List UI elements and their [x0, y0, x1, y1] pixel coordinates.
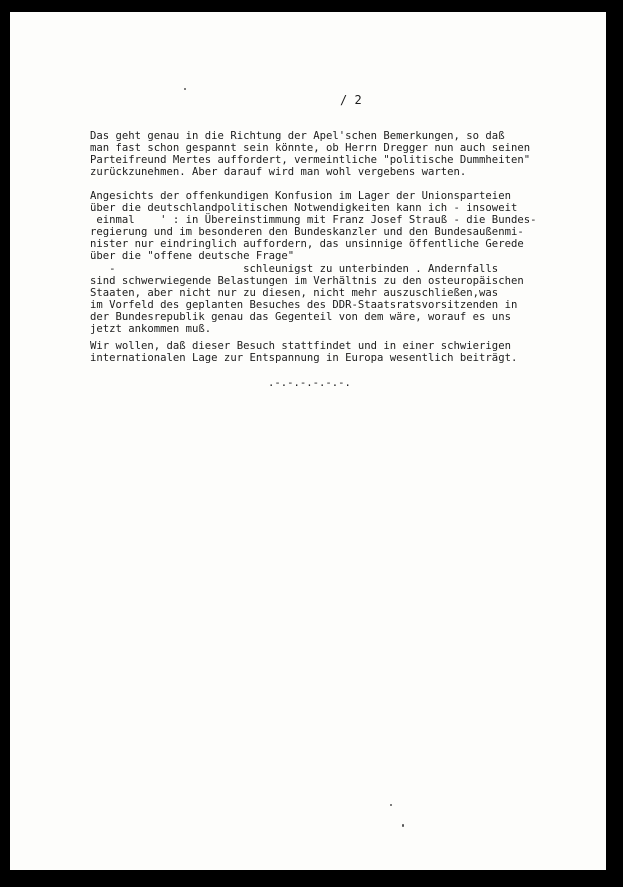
paragraph-1	[90, 130, 530, 178]
text-line: jetzt ankommen muß.	[90, 323, 212, 336]
text-line: einmal ' : in Übereinstimmung mit Franz Josef Strauß - die Bundes-	[90, 214, 537, 227]
scan-speck	[390, 804, 392, 806]
text-line: über die "offene deutsche Frage"	[90, 250, 295, 263]
paragraph-3	[90, 340, 517, 364]
text-line: Staaten, aber nicht nur zu diesen, nicht mehr auszuschließen,was	[90, 286, 499, 299]
text-line: man fast schon gespannt sein könnte, ob Herrn Dregger nun auch seinen	[90, 142, 531, 155]
text-line: zurückzunehmen. Aber darauf wird man wohl vergebens warten.	[90, 166, 467, 179]
text-line: Das geht genau in die Richtung der Apel'schen Bemerkungen, so daß	[90, 130, 505, 142]
page-number: / 2	[340, 93, 362, 107]
text-line: Parteifreund Mertes auffordert, vermeintliche "politische Dummheiten"	[90, 154, 531, 167]
end-separator: .-.-.-.-.-.-.	[268, 377, 351, 389]
scan-speck	[184, 88, 186, 90]
text-line: im Vorfeld des geplanten Besuches des DDR-Staatsratsvorsitzenden in	[90, 298, 518, 311]
document-page	[10, 12, 606, 870]
text-line: Wir wollen, daß dieser Besuch stattfindet und in einer schwierigen	[90, 340, 511, 352]
paragraph-2	[90, 190, 536, 335]
text-line: der Bundesrepublik genau das Gegenteil von dem wäre, worauf es uns	[90, 310, 511, 323]
text-line: sind schwerwiegende Belastungen im Verhältnis zu den osteuropäischen	[90, 274, 524, 287]
scan-speck	[402, 824, 404, 827]
text-line: über die deutschlandpolitischen Notwendigkeiten kann ich - insoweit	[90, 202, 518, 215]
text-line: internationalen Lage zur Entspannung in Europa wesentlich beiträgt.	[90, 352, 518, 365]
text-line: Angesichts der offenkundigen Konfusion im Lager der Unionsparteien	[90, 190, 511, 202]
text-line: nister nur eindringlich auffordern, das unsinnige öffentliche Gerede	[90, 238, 524, 251]
text-line: - schleunigst zu unterbinden . Andernfalls	[90, 262, 499, 275]
text-line: regierung und im besonderen den Bundeskanzler und den Bundesaußenmi-	[90, 226, 524, 239]
